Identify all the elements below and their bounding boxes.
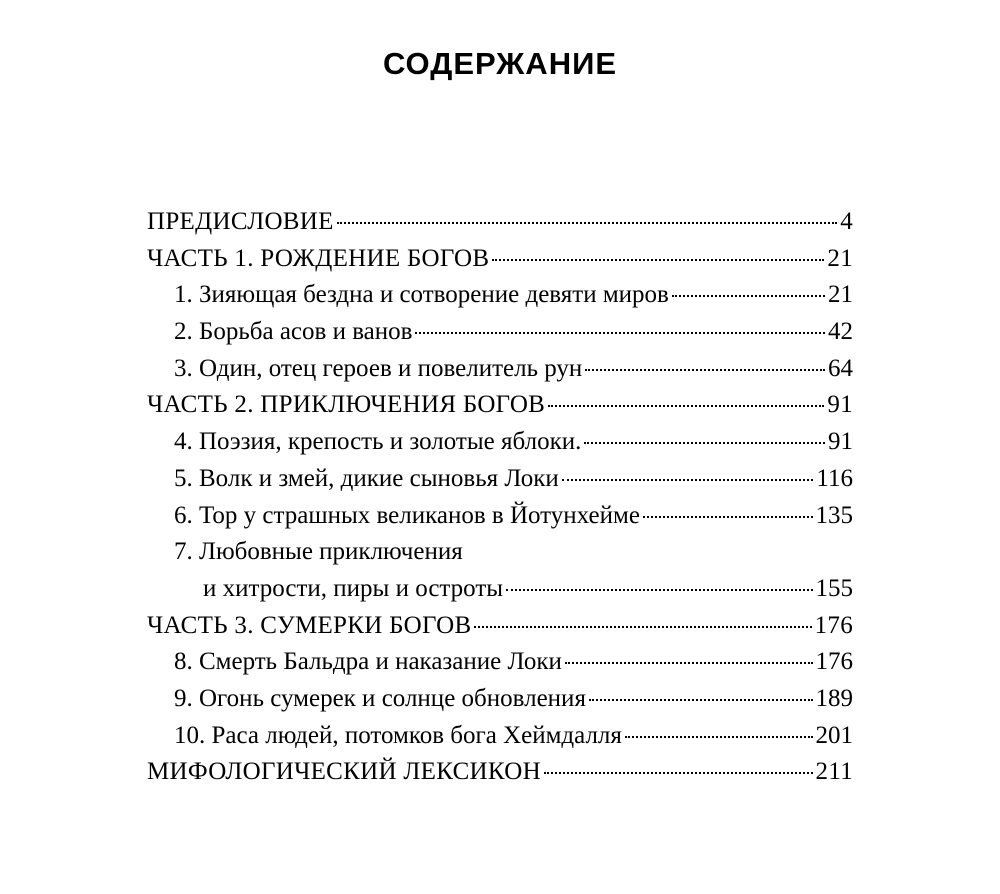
toc-entry-label: МИФОЛОГИЧЕСКИЙ ЛЕКСИКОН	[147, 758, 541, 786]
toc-page-number: 201	[815, 721, 853, 749]
toc-page-number: 189	[815, 684, 853, 712]
leader-dots	[474, 626, 811, 628]
leader-dots	[672, 295, 825, 297]
toc-entry-label: 3. Один, отец героев и повелитель рун	[174, 354, 583, 382]
toc-entry-label: ПРЕДИСЛОВИЕ	[147, 208, 334, 235]
page-title: СОДЕРЖАНИЕ	[382, 46, 618, 81]
toc-entry-chapter-7-continued	[147, 571, 853, 608]
leader-dots	[548, 405, 824, 407]
leader-dots	[625, 736, 813, 738]
toc-entry-chapter-3	[147, 351, 853, 388]
leader-dots	[415, 332, 825, 334]
toc-entry-label: ЧАСТЬ 3. СУМЕРКИ БОГОВ	[147, 611, 472, 639]
toc-entry-chapter-5	[147, 461, 853, 498]
toc-page-number: 135	[815, 501, 853, 529]
toc-page-number: 116	[816, 464, 853, 492]
toc-page-number: 211	[815, 758, 853, 786]
toc-page-number: 4	[840, 208, 853, 235]
toc-entry-part-2	[147, 387, 853, 424]
leader-dots	[585, 369, 825, 371]
toc-page-number: 91	[828, 428, 853, 456]
leader-dots	[643, 516, 813, 518]
toc-entry-part-1	[147, 241, 853, 278]
toc-entry-chapter-4	[147, 424, 853, 461]
toc-entry-label: 8. Смерть Бальдра и наказание Локи	[174, 648, 562, 676]
toc-entry-label: 6. Тор у страшных великанов в Йотунхейме	[174, 501, 640, 529]
toc-entry-label: ЧАСТЬ 2. ПРИКЛЮЧЕНИЯ БОГОВ	[147, 391, 546, 419]
toc-entry-label: 4. Поэзия, крепость и золотые яблоки.	[174, 428, 582, 456]
toc-entry-label: 5. Волк и змей, дикие сыновья Локи	[174, 464, 559, 492]
toc-entry-label: 7. Любовные приключения	[174, 538, 463, 566]
toc-entry-label: 9. Огонь сумерек и солнце обновления	[174, 684, 586, 712]
toc-entry-chapter-6	[147, 498, 853, 535]
toc-page-number: 21	[827, 244, 853, 272]
leader-dots	[506, 589, 812, 591]
toc-page-number: 91	[827, 391, 853, 419]
leader-dots	[337, 222, 837, 224]
toc-entry-label: 2. Борьба асов и ванов	[174, 318, 413, 346]
leader-dots	[562, 479, 814, 481]
toc-entry-preface	[147, 204, 853, 241]
toc-entry-chapter-8	[147, 644, 853, 681]
leader-dots	[589, 699, 813, 701]
toc-page-number: 176	[814, 611, 853, 639]
toc-entry-label: 10. Раса людей, потомков бога Хеймдалля	[174, 721, 622, 749]
toc-entry-chapter-9	[147, 681, 853, 718]
toc-entry-chapter-1	[147, 277, 853, 314]
leader-dots	[584, 442, 825, 444]
toc-entry-label: ЧАСТЬ 1. РОЖДЕНИЕ БОГОВ	[147, 244, 490, 272]
toc-entry-chapter-10	[147, 718, 853, 755]
table-of-contents	[147, 204, 853, 791]
leader-dots	[565, 662, 813, 664]
toc-page-number: 21	[828, 281, 853, 309]
toc-entry-chapter-7	[147, 534, 853, 571]
toc-page-number: 42	[828, 318, 853, 346]
toc-entry-lexicon	[147, 754, 853, 791]
toc-page-number: 64	[828, 354, 853, 382]
leader-dots	[544, 772, 813, 774]
toc-entry-label: 1. Зияющая бездна и сотворение девяти миров	[174, 281, 669, 309]
toc-page-number: 155	[815, 574, 853, 602]
leader-dots	[492, 259, 824, 261]
toc-entry-part-3	[147, 608, 853, 645]
toc-entry-chapter-2	[147, 314, 853, 351]
toc-page-number: 176	[815, 648, 853, 676]
toc-entry-label: и хитрости, пиры и остроты	[203, 574, 504, 602]
